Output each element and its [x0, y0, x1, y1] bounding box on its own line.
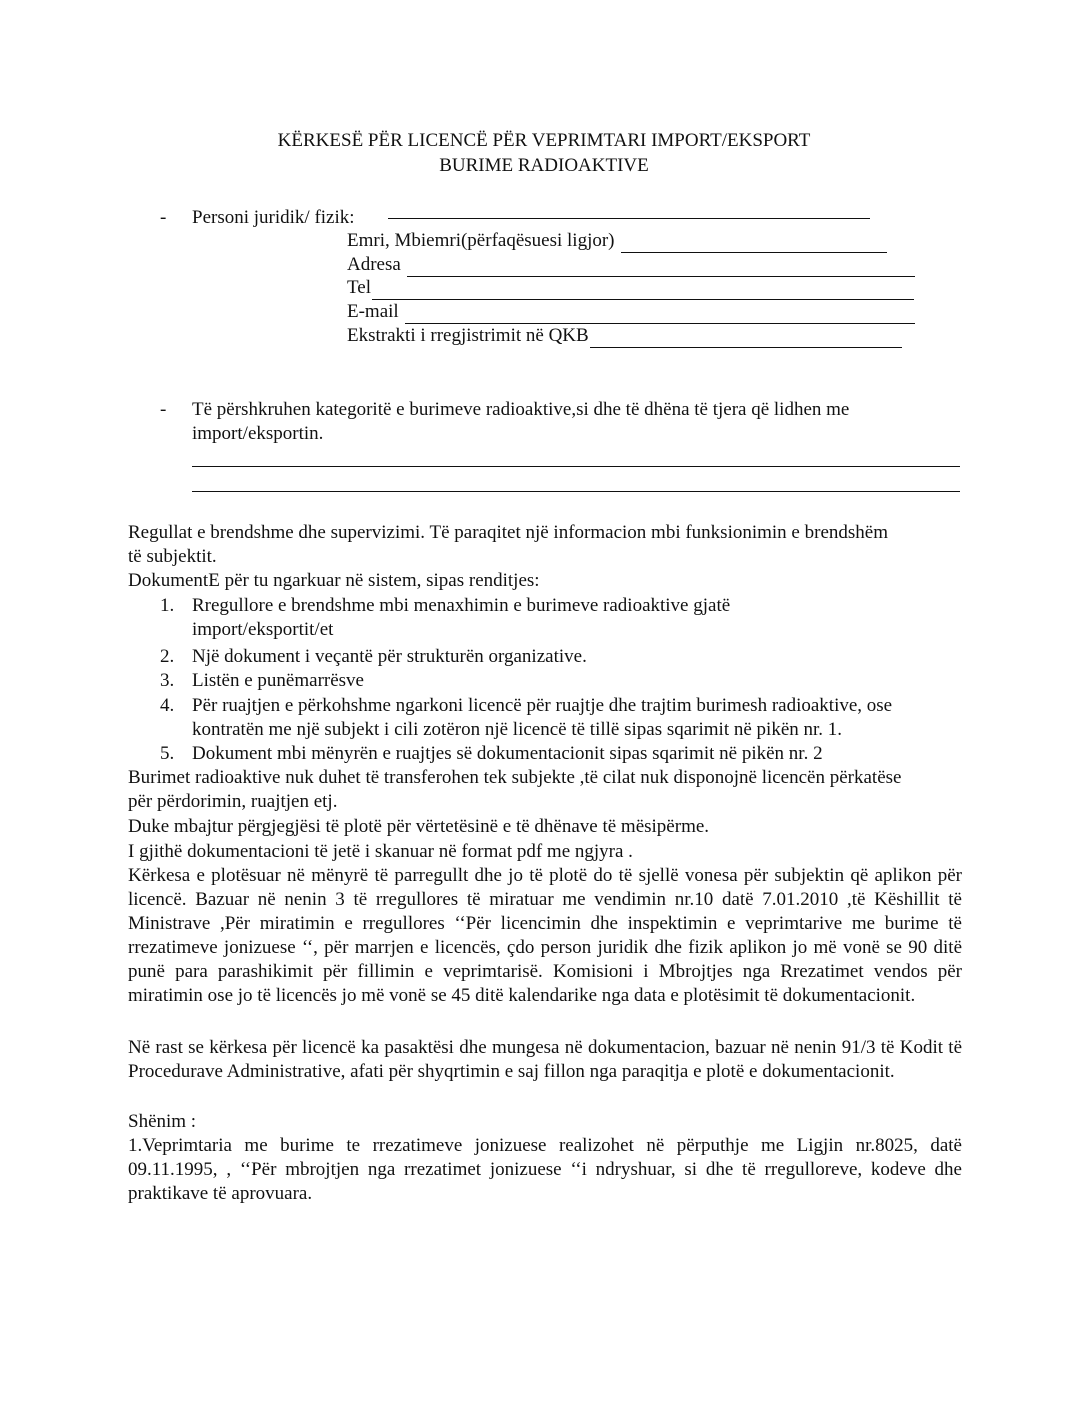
address-label: Adresa [347, 254, 401, 275]
qkb-extract-label: Ekstrakti i rregjistrimit në QKB [347, 325, 589, 346]
list-item-number: 4. [160, 695, 175, 716]
applicant-fill-line[interactable] [388, 218, 870, 219]
note-label: Shënim : [128, 1111, 197, 1132]
categories-text-line2: import/eksportin. [192, 423, 324, 444]
email-label: E-mail [347, 301, 399, 322]
document-title: KËRKESË PËR LICENCË PËR VEPRIMTARI IMPORT/EKSPORT [277, 130, 811, 151]
tel-line[interactable] [372, 281, 914, 300]
categories-text-line1: Të përshkruhen kategoritë e burimeve radioaktive,si dhe të dhëna të tjera që lidhen me [192, 399, 850, 420]
scan-paragraph: I gjithë dokumentacioni të jetë i skanuar në format pdf me ngjyra . [128, 841, 633, 862]
list-item: Rregullore e brendshme mbi menaxhimin e burimeve radioaktive gjatë import/eksportit/et [192, 595, 731, 640]
representative-name-field [347, 229, 887, 253]
qkb-extract-field [347, 324, 902, 348]
tel-label: Tel [347, 277, 371, 298]
list-item-number: 1. [160, 595, 175, 616]
list-item: Një dokument i veçantë për strukturën organizative. [192, 646, 587, 667]
list-item-number: 2. [160, 646, 175, 667]
incomplete-paragraph: Në rast se kërkesa për licencë ka pasaktësi dhe mungesa në dokumentacion, bazuar në nenin 91/3 të Kodit të Procedurave Administrative, afati për shyqrtimin e saj fillon nga paraqitja e plotë e dokumentacionit. [128, 1037, 962, 1082]
note-paragraph: 1.Veprimtaria me burime te rrezatimeve jonizuese realizohet në përputhje me Ligjin nr.8025, datë 09.11.1995, , ‘‘Për mbrojtjen nga rrezatimet jonizuese ‘‘i ndryshuar, si dhe të rregulloreve, kodeve dhe praktikave të aprovuara. [128, 1135, 962, 1204]
document-subtitle: BURIME RADIOAKTIVE [439, 155, 649, 176]
responsibility-paragraph: Duke mbajtur përgjegjësi të plotë për vërtetësinë e të dhënave të mësipërme. [128, 816, 710, 837]
bullet-marker: - [160, 207, 167, 228]
transfer-paragraph: Burimet radioaktive nuk duhet të transferohen tek subjekte ,të cilat nuk disponojnë licencën përkatëse për përdorimin, ruajtjen etj. [128, 767, 902, 812]
representative-name-label: Emri, Mbiemri(përfaqësuesi ligjor) [347, 230, 615, 251]
address-line[interactable] [407, 258, 915, 277]
bullet-marker: - [160, 399, 167, 420]
documents-intro: DokumentE për tu ngarkuar në sistem, sipas renditjes: [128, 570, 540, 591]
list-item-number: 5. [160, 743, 175, 764]
internal-rules-paragraph: Regullat e brendshme dhe supervizimi. Të paraqitet një informacion mbi funksionimin e brendshëm të subjektit. [128, 522, 888, 567]
categories-fill-line-1[interactable] [192, 466, 960, 467]
email-line[interactable] [405, 305, 915, 324]
list-item-number: 3. [160, 670, 175, 691]
list-item: Dokument mbi mënyrën e ruajtjes së dokumentacionit sipas sqarimit në pikën nr. 2 [192, 743, 823, 764]
list-item: Listën e punëmarrësve [192, 670, 364, 691]
qkb-extract-line[interactable] [590, 329, 902, 348]
address-field [347, 253, 915, 277]
tel-field [347, 276, 914, 300]
applicant-label: Personi juridik/ fizik: [192, 207, 355, 228]
categories-fill-line-2[interactable] [192, 491, 960, 492]
list-item: Për ruajtjen e përkohshme ngarkoni licencë për ruajtje dhe trajtim burimesh radioaktive, ose kontratën me një subjekt i cili zotëron një licencë të tillë sipas sqarimit në pikën nr. 1. [192, 695, 893, 740]
delay-paragraph: Kërkesa e plotësuar në mënyrë të parregullt dhe jo të plotë do të sjellë vonesa për subjektin që aplikon për licencë. Bazuar në nenin 3 të rregullores të miratuar me vendimin nr.10 datë 7.01.2010 ,të Këshillit të Ministrave ,Për miratimin e rregullores ‘‘Për licencimin dhe inspektimin e veprimtarive me burime të rrezatimeve jonizuese ‘‘, për marrjen e licencës, çdo person juridik dhe fizik aplikon jo më vonë se 90 ditë punë para parashikimit për fillimin e veprimtarisë. Komisioni i Mbrojtjes nga Rrezatimet vendos për miratimin ose jo të licencës jo më vonë se 45 ditë kalendarike nga data e plotësimit të dokumentacionit. [128, 865, 962, 1006]
representative-name-line[interactable] [621, 234, 887, 253]
email-field [347, 300, 915, 324]
